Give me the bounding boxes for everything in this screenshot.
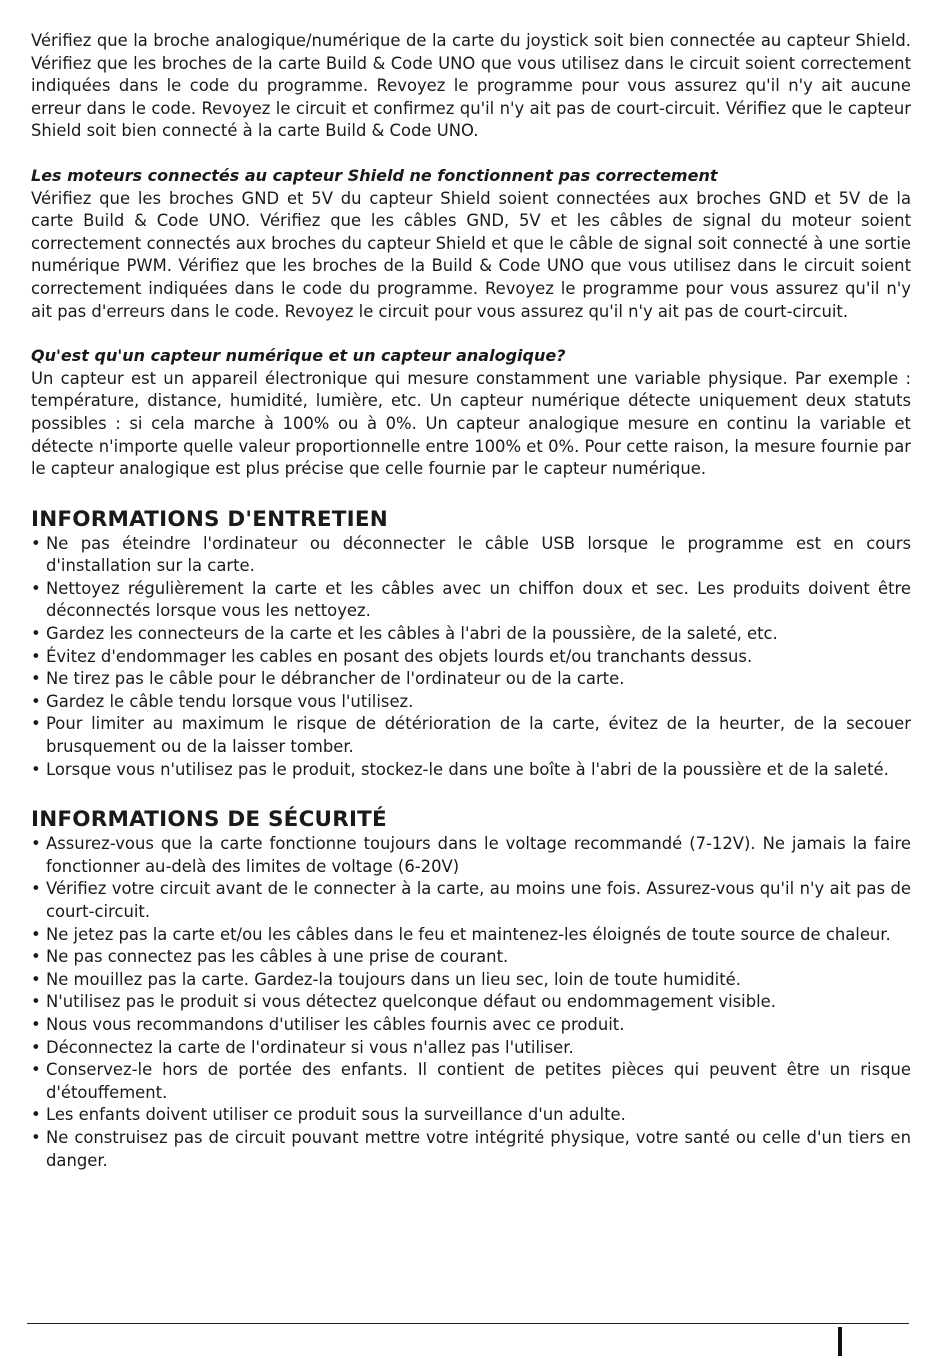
safety-heading: INFORMATIONS DE SÉCURITÉ <box>31 807 387 833</box>
page-edge-marker <box>838 1327 842 1356</box>
list-item: • Ne mouillez pas la carte. Gardez-la toujours dans un lieu sec, loin de toute humidité. <box>31 969 911 992</box>
list-item: • Vérifiez votre circuit avant de le connecter à la carte, au moins une fois. Assurez-vous qu'il n'y ait pas de court-circuit. <box>31 878 911 923</box>
footer-divider <box>27 1323 909 1324</box>
spacer <box>31 143 911 165</box>
list-item: • Ne pas éteindre l'ordinateur ou déconnecter le câble USB lorsque le programme est en cours d'installation sur la carte. <box>31 533 911 578</box>
list-item: • Nettoyez régulièrement la carte et les câbles avec un chiffon doux et sec. Les produits doivent être déconnectés lorsque vous les nettoyez. <box>31 578 911 623</box>
list-item: • Déconnectez la carte de l'ordinateur si vous n'allez pas l'utiliser. <box>31 1037 911 1060</box>
safety-list <box>31 833 911 1172</box>
intro-paragraph: Vérifiez que la broche analogique/numérique de la carte du joystick soit bien connectée au capteur Shield. Vérifiez que les broches de la carte Build & Code UNO que vous utilisez dans le circuit soient correctement indiquées dans le code du programme. Revoyez le programme pour vous assurez qu'il n'y ait aucune erreur dans le code. Revoyez le circuit et confirmez qu'il n'y ait pas de court-circuit. Vérifiez que le capteur Shield soit bien connecté à la carte Build & Code UNO. <box>31 31 911 141</box>
faq-question: Qu'est qu'un capteur numérique et un capteur analogique? <box>31 346 566 366</box>
list-item: • Assurez-vous que la carte fonctionne toujours dans le voltage recommandé (7-12V). Ne jamais la faire fonctionner au-delà des limites de voltage (6-20V) <box>31 833 911 878</box>
list-item: • Gardez le câble tendu lorsque vous l'utilisez. <box>31 691 911 714</box>
maintenance-list <box>31 533 911 782</box>
list-item: • Gardez les connecteurs de la carte et les câbles à l'abri de la poussière, de la saleté, etc. <box>31 623 911 646</box>
list-item: • Lorsque vous n'utilisez pas le produit, stockez-le dans une boîte à l'abri de la poussière et de la saleté. <box>31 759 911 782</box>
list-item: • N'utilisez pas le produit si vous détectez quelconque défaut ou endommagement visible. <box>31 991 911 1014</box>
list-item: • Conservez-le hors de portée des enfants. Il contient de petites pièces qui peuvent être un risque d'étouffement. <box>31 1059 911 1104</box>
spacer <box>31 323 911 345</box>
faq-question: Les moteurs connectés au capteur Shield ne fonctionnent pas correctement <box>31 165 718 185</box>
manual-page <box>31 30 911 1172</box>
spacer <box>31 781 911 807</box>
maintenance-heading: INFORMATIONS D'ENTRETIEN <box>31 506 388 532</box>
list-item: • Ne pas connectez pas les câbles à une prise de courant. <box>31 946 911 969</box>
list-item: • Les enfants doivent utiliser ce produit sous la surveillance d'un adulte. <box>31 1104 911 1127</box>
list-item: • Nous vous recommandons d'utiliser les câbles fournis avec ce produit. <box>31 1014 911 1037</box>
list-item: • Pour limiter au maximum le risque de détérioration de la carte, évitez de la heurter, de la secouer brusquement ou de la laisser tomber. <box>31 713 911 758</box>
faq-answer: Vérifiez que les broches GND et 5V du capteur Shield soient connectées aux broches GND et 5V de la carte Build & Code UNO. Vérifiez que les câbles GND, 5V et les câbles de signal du moteur soient correctement connectés aux broches du capteur Shield et que le câble de signal soit connecté à une sortie numérique PWM. Vérifiez que les broches de la Build & Code UNO que vous utilisez dans le circuit soient correctement indiquées dans le code du programme. Revoyez le programme pour vous assurez qu'il n'y ait pas d'erreurs dans le code. Revoyez le circuit pour vous assurez qu'il n'y ait pas de court-circuit. <box>31 188 911 321</box>
list-item: • Évitez d'endommager les cables en posant des objets lourds et/ou tranchants dessus. <box>31 646 911 669</box>
list-item: • Ne tirez pas le câble pour le débrancher de l'ordinateur ou de la carte. <box>31 668 911 691</box>
list-item: • Ne jetez pas la carte et/ou les câbles dans le feu et maintenez-les éloignés de toute source de chaleur. <box>31 924 911 947</box>
faq-answer: Un capteur est un appareil électronique qui mesure constamment une variable physique. Par exemple : température, distance, humidité, lumière, etc. Un capteur numérique détecte uniquement deux statuts possibles : si cela marche à 100% ou à 0%. Un capteur analogique mesure en continu la variable et détecte n'importe quelle valeur proportionnelle entre 100% et 0%. Pour cette raison, la mesure fournie par le capteur analogique est plus précise que celle fournie par le capteur numérique. <box>31 368 911 479</box>
spacer <box>31 481 911 507</box>
list-item: • Ne construisez pas de circuit pouvant mettre votre intégrité physique, votre santé ou celle d'un tiers en danger. <box>31 1127 911 1172</box>
